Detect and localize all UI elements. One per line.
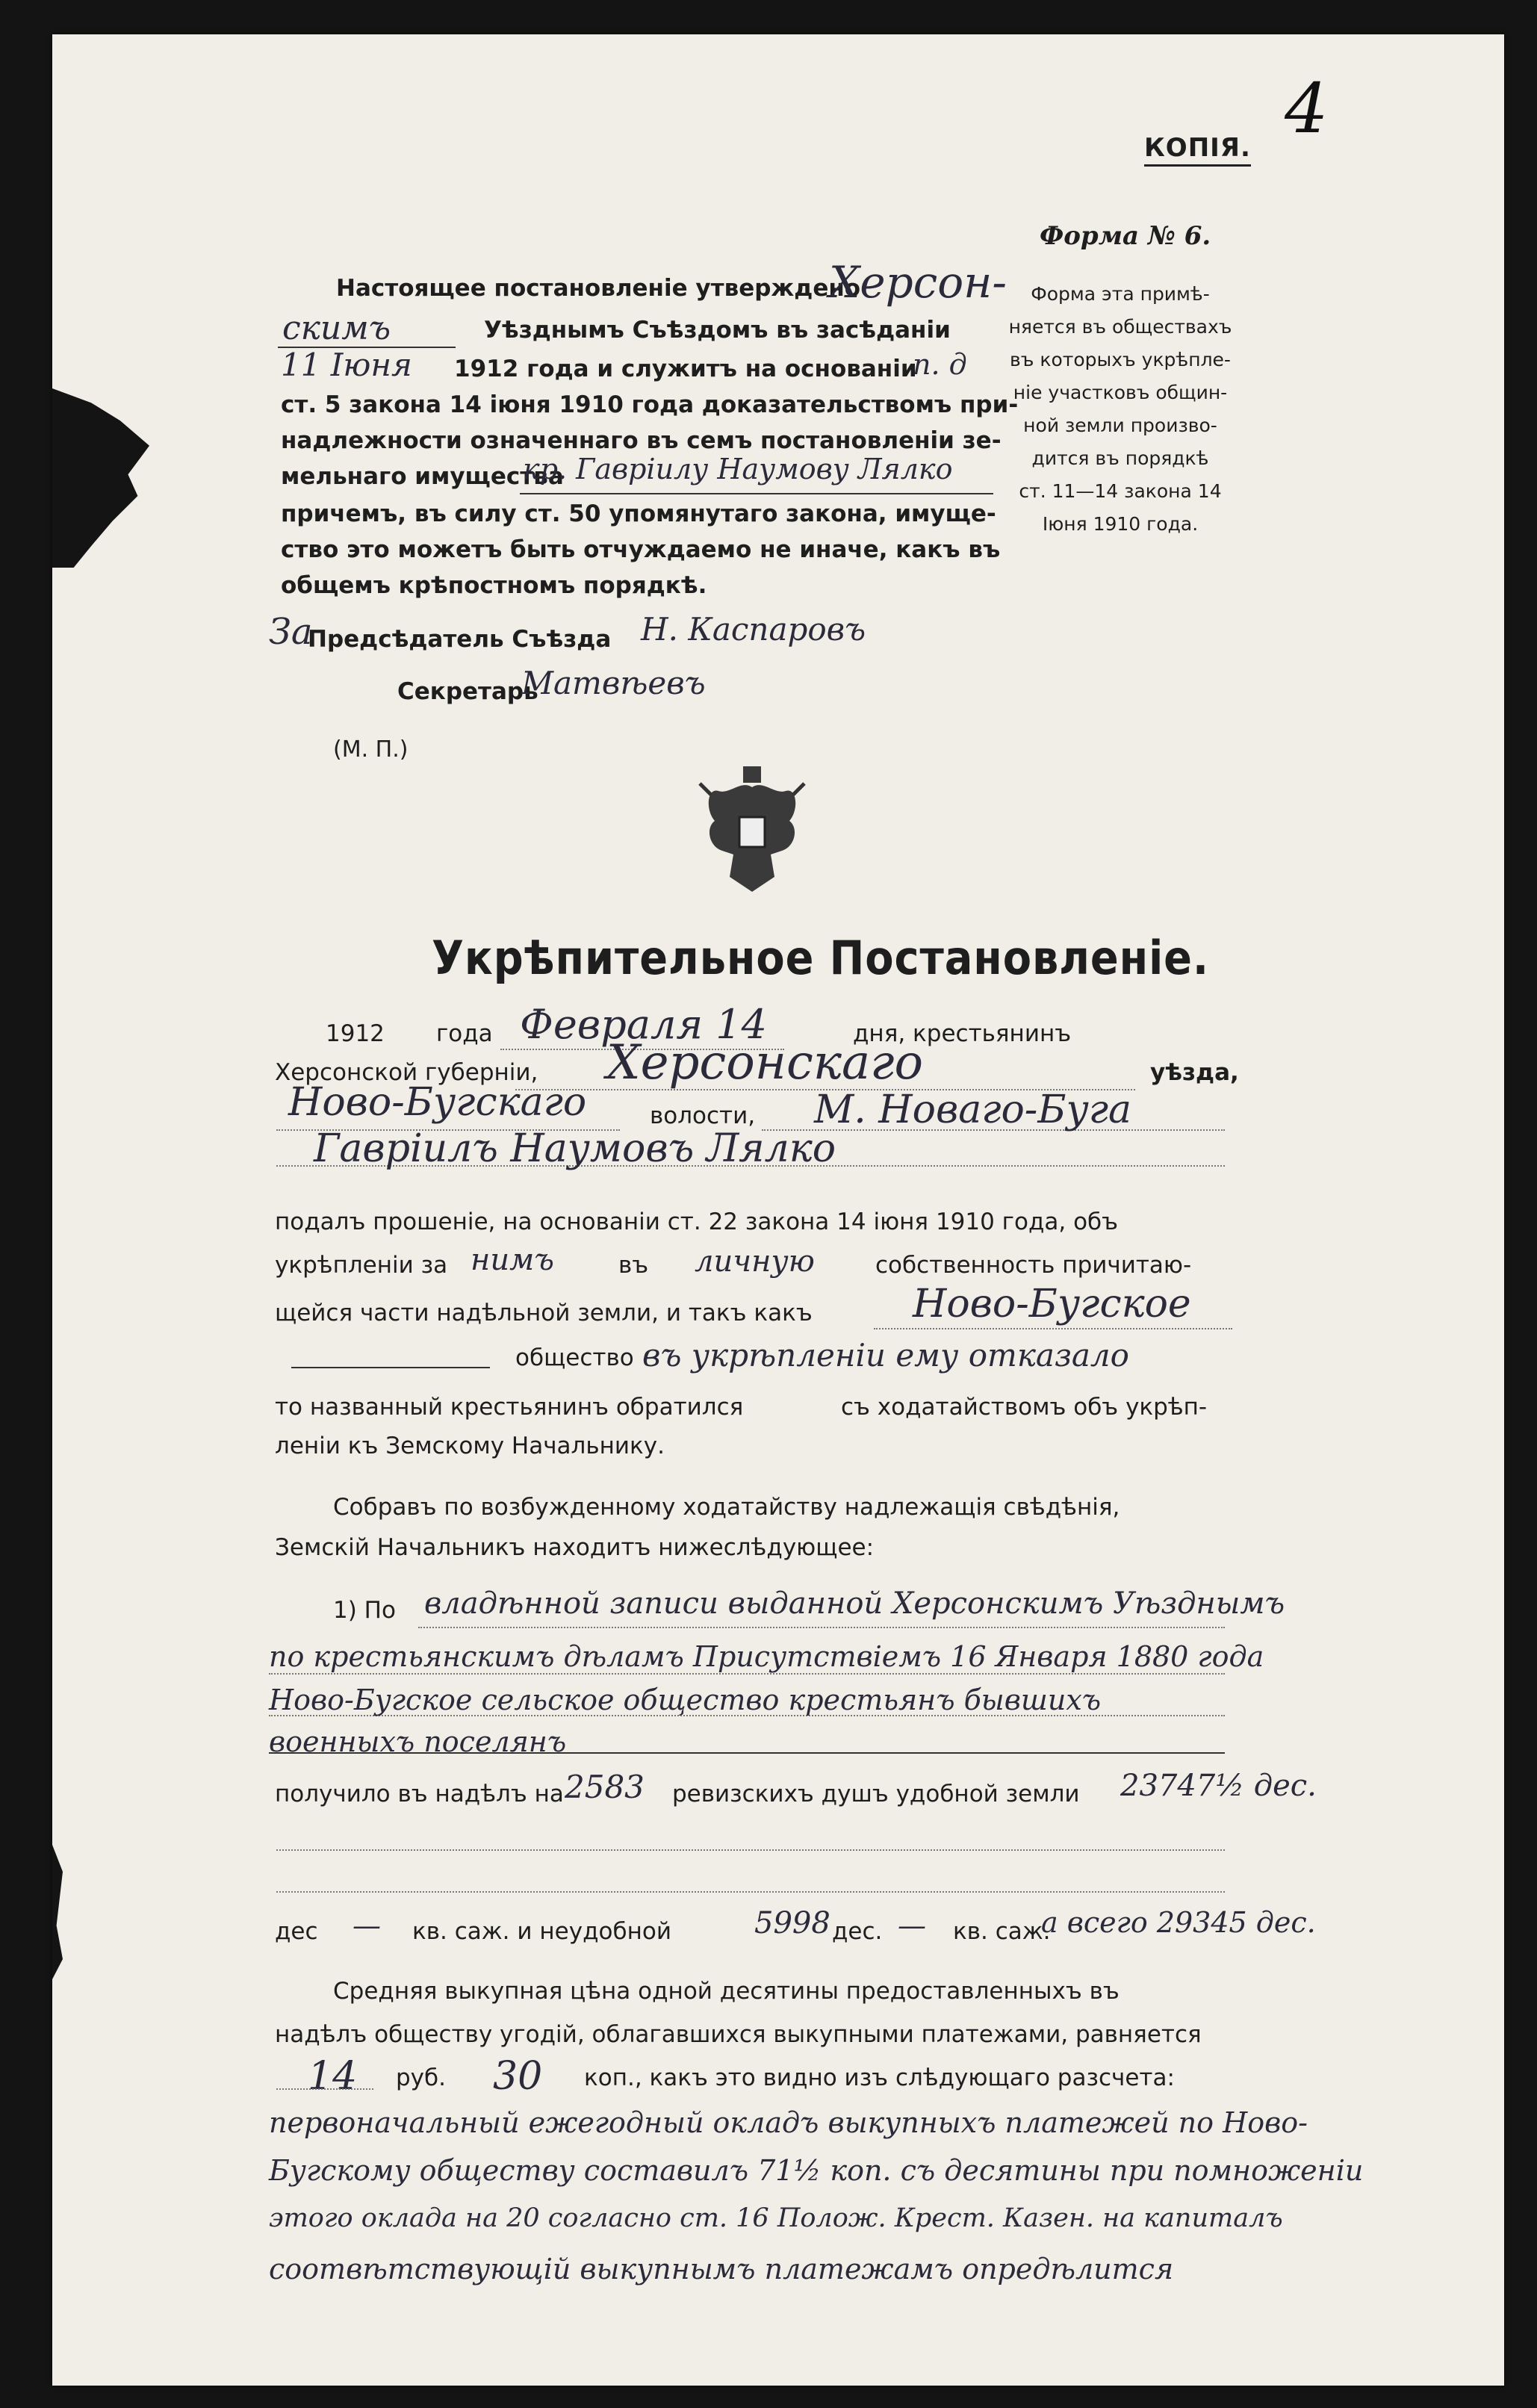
sidenote-line: ніе участковъ общин-: [1013, 382, 1228, 403]
body-hw-kop: 30: [493, 2054, 543, 2099]
body-hw-otkazalo: въ укрѣпленіи ему отказало: [642, 1337, 1129, 1374]
body-hw-selskoe: Ново-Бугское сельское общество крестьянъ бывшихъ: [269, 1684, 1102, 1716]
body-hw-uezd: Херсонскаго: [606, 1035, 924, 1090]
sidenote-line: Форма эта примѣ-: [1031, 283, 1210, 305]
body-hw-calc-2: Бугскому обществу составилъ 71½ коп. съ десятины при помноженіи: [269, 2154, 1364, 2187]
fill-line: [520, 493, 993, 494]
body-nadel: надѣлъ обществу угодій, облагавшихся выкупными платежами, равняется: [275, 2021, 1202, 2048]
form-sidenote: [993, 278, 1247, 541]
chairman-signature: Н. Каспаровъ: [641, 611, 866, 648]
body-goda: года: [436, 1020, 493, 1047]
body-des2: дес.: [832, 1918, 883, 1945]
approval-line-7: причемъ, въ силу ст. 50 упомянутаго закона, имуще-: [281, 500, 996, 527]
body-line-podal: подалъ прошеніе, на основаніи ст. 22 закона 14 іюня 1910 года, объ: [275, 1208, 1119, 1235]
body-hw-zapis: владѣнной записи выданной Херсонскимъ Уѣзднымъ: [424, 1586, 1285, 1621]
fill-line: [874, 1328, 1232, 1329]
approval-line-2: Уѣзднымъ Съѣздомъ въ засѣданіи: [484, 317, 951, 344]
approval-line-4: ст. 5 закона 14 іюня 1910 года доказательствомъ при-: [281, 391, 1019, 418]
body-hw-udobnoy: 23747½ дес.: [1120, 1769, 1317, 1803]
body-hw-lichnuyu: личную: [695, 1244, 815, 1279]
body-raschet: коп., какъ это видно изъ слѣдующаго разсчета:: [584, 2064, 1175, 2091]
sidenote-line: ст. 11—14 закона 14: [1019, 480, 1222, 502]
approval-line-1: Настоящее постановленіе утверждено: [336, 275, 861, 302]
approval-hw-date: 11 Іюня: [281, 347, 412, 383]
body-hw-selo: М. Новаго-Буга: [814, 1087, 1132, 1132]
fill-line: [276, 2088, 373, 2090]
body-hw-calc-3: этого оклада на 20 согласно ст. 16 Полож. Крест. Казен. на капиталъ: [269, 2203, 1283, 2233]
body-gubernia: Херсонской губерніи,: [275, 1059, 538, 1086]
body-hw-sazh2: —: [898, 1909, 926, 1942]
body-hw-date: Февраля 14: [520, 1001, 767, 1048]
fill-line: [291, 1367, 490, 1368]
body-revizskikh: ревизскихъ душъ удобной земли: [672, 1781, 1080, 1807]
body-hw-rub: 14: [308, 2054, 358, 2099]
body-hw-name: Гавріилъ Наумовъ Лялко: [314, 1126, 836, 1171]
body-hw-nim: нимъ: [471, 1243, 554, 1277]
body-hw-calc-1: первоначальный ежегодный окладъ выкупныхъ платежей по Ново-: [269, 2106, 1308, 2139]
body-year: 1912: [326, 1020, 385, 1047]
body-zemskomu: леніи къ Земскому Начальнику.: [275, 1433, 665, 1459]
body-poluchilo: получило въ надѣлъ на: [275, 1781, 564, 1807]
approval-hw-clause: п. д: [913, 348, 967, 381]
approval-line-9: общемъ крѣпостномъ порядкѣ.: [281, 572, 707, 599]
body-srednyaya: Средняя выкупная цѣна одной десятины предоставленныхъ въ: [333, 1978, 1120, 2005]
body-sobrav: Собравъ по возбужденному ходатайству надлежащія свѣдѣнія,: [333, 1494, 1120, 1521]
body-nakhodit: Земскій Начальникъ находитъ нижеслѣдующее:: [275, 1534, 875, 1561]
form-number: Форма № 6.: [1040, 221, 1211, 251]
secretary-label: Секретарь: [397, 678, 538, 705]
body-hw-calc-4: соотвѣтствующій выкупнымъ платежамъ опредѣлится: [269, 2253, 1174, 2286]
approval-line-8: ство это можетъ быть отчуждаемо не иначе, какъ въ: [281, 536, 1001, 563]
sidenote-line: дится въ порядкѣ: [1031, 447, 1209, 469]
body-volost: волости,: [650, 1102, 756, 1129]
body-ukreplenii: укрѣпленіи за: [275, 1252, 448, 1279]
body-hw-volost: Ново-Бугскаго: [288, 1080, 587, 1125]
chairman-label: Предсѣдатель Съѣзда: [308, 626, 612, 653]
fill-line: [269, 1673, 1225, 1675]
copy-stamp: КОПІЯ.: [1144, 133, 1251, 167]
sidenote-line: Іюня 1910 года.: [1042, 513, 1199, 535]
body-hw-vsego: а всего 29345 дес.: [1041, 1906, 1316, 1939]
body-hw-dush: 2583: [565, 1769, 645, 1805]
body-hw-prisutstvie: по крестьянскимъ дѣламъ Присутствіемъ 16 Января 1880 года: [269, 1640, 1264, 1673]
fill-line: [276, 1849, 1225, 1851]
body-uezd: уѣзда,: [1150, 1059, 1239, 1086]
seal-place: (М. П.): [333, 736, 409, 763]
fill-line: [276, 1891, 1225, 1893]
sidenote-line: няется въ обществахъ: [1008, 316, 1232, 338]
fill-line: [418, 1627, 1225, 1628]
body-dnya: дня, крестьянинъ: [853, 1020, 1072, 1047]
body-nazvanny: то названный крестьянинъ обратился: [275, 1394, 744, 1421]
sidenote-line: въ которыхъ укрѣпле-: [1010, 349, 1231, 370]
body-hw-obshchestvo: Ново-Бугское: [913, 1282, 1191, 1326]
body-kv-sazh: кв. саж.: [953, 1918, 1051, 1945]
body-rub: руб.: [396, 2064, 446, 2091]
approval-hw-county-end: скимъ: [282, 309, 391, 347]
body-des: дес: [275, 1918, 318, 1945]
approval-line-3: 1912 года и служитъ на основаніи: [454, 356, 917, 382]
signature-za: За: [269, 611, 313, 653]
body-khodataystvom: съ ходатайствомъ объ укрѣп-: [841, 1394, 1208, 1421]
body-neudobnoy: кв. саж. и неудобной: [412, 1918, 671, 1945]
body-obshchestvo: общество: [515, 1344, 634, 1371]
body-v: въ: [618, 1252, 649, 1279]
double-headed-eagle-icon: [696, 765, 808, 896]
body-hw-sazh: —: [353, 1909, 381, 1942]
document-title: Укрѣпительное Постановленіе.: [432, 931, 1209, 985]
approval-line-6: мельнаго имущества: [281, 463, 564, 490]
body-point-1: 1) По: [333, 1597, 396, 1624]
secretary-signature: Матвѣевъ: [521, 665, 706, 701]
sidenote-line: ной земли произво-: [1023, 415, 1217, 436]
body-sobstvennost: собственность причитаю-: [875, 1252, 1192, 1279]
page-number: 4: [1285, 69, 1329, 149]
approval-hw-owner: кр. Гавріилу Наумову Лялко: [523, 453, 953, 485]
approval-hw-county: Херсон-: [829, 257, 1007, 308]
body-hw-neudobnoy: 5998: [754, 1906, 830, 1940]
body-chasti: щейся части надѣльной земли, и такъ какъ: [275, 1300, 813, 1326]
approval-line-5: надлежности означеннаго въ семъ постановленіи зе-: [281, 427, 1002, 454]
body-hw-poselyan: военныхъ поселянъ: [269, 1725, 567, 1758]
